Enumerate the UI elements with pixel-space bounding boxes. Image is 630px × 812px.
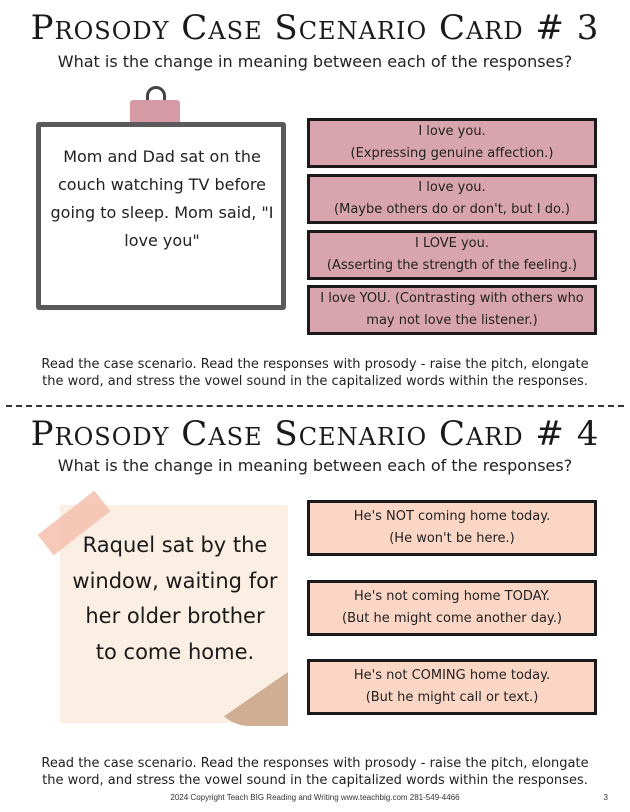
response-explanation: (Maybe others do or don't, but I do.)	[334, 202, 570, 217]
cut-line-divider	[6, 405, 624, 407]
card3-question: What is the change in meaning between each of the responses?	[57, 52, 573, 71]
response-explanation: (He won't be here.)	[389, 531, 515, 546]
card3-response-4	[307, 285, 597, 335]
response-explanation: (But he might call or text.)	[365, 690, 539, 705]
card4-response-1	[307, 500, 597, 556]
card3-instructions: Read the case scenario. Read the responses with prosody - raise the pitch, elongate the word, and stress the vowel sound in the capitalized words within the responses.	[41, 357, 589, 389]
card4-scenario: Raquel sat by the window, waiting for her older brother to come home.	[72, 533, 278, 664]
response-explanation: (But he might come another day.)	[342, 611, 562, 626]
response-line: He's not coming home TODAY.	[354, 589, 550, 604]
card4-question: What is the change in meaning between each of the responses?	[57, 456, 573, 475]
card3-response-2	[307, 174, 597, 224]
card3-response-1	[307, 118, 597, 168]
response-line: He's NOT coming home today.	[353, 509, 551, 524]
response-line: I LOVE you.	[414, 236, 489, 251]
response-explanation: may not love the listener.)	[366, 313, 538, 328]
response-explanation: (Asserting the strength of the feeling.)	[326, 258, 578, 273]
response-line: He's not COMING home today.	[353, 668, 551, 683]
response-line: I love YOU. (Contrasting with others who	[320, 291, 584, 306]
card3-title: Prosody Case Scenario Card # 3	[30, 8, 600, 48]
card4-instructions: Read the case scenario. Read the responses with prosody - raise the pitch, elongate the word, and stress the vowel sound in the capitalized words within the responses.	[41, 756, 589, 788]
response-explanation: (Expressing genuine affection.)	[350, 146, 554, 161]
card3-response-3	[307, 230, 597, 280]
card4-response-3	[307, 659, 597, 715]
card4-title: Prosody Case Scenario Card # 4	[30, 414, 600, 454]
card3-scenario: Mom and Dad sat on the couch watching TV before going to sleep. Mom said, "I love you"	[36, 122, 286, 310]
response-line: I love you.	[418, 124, 486, 139]
page-number: 3	[603, 793, 608, 802]
copyright-footer: 2024 Copyright Teach BIG Reading and Writing www.teachbig.com 281-549-4466	[170, 793, 460, 802]
response-line: I love you.	[418, 180, 486, 195]
card4-response-2	[307, 580, 597, 636]
